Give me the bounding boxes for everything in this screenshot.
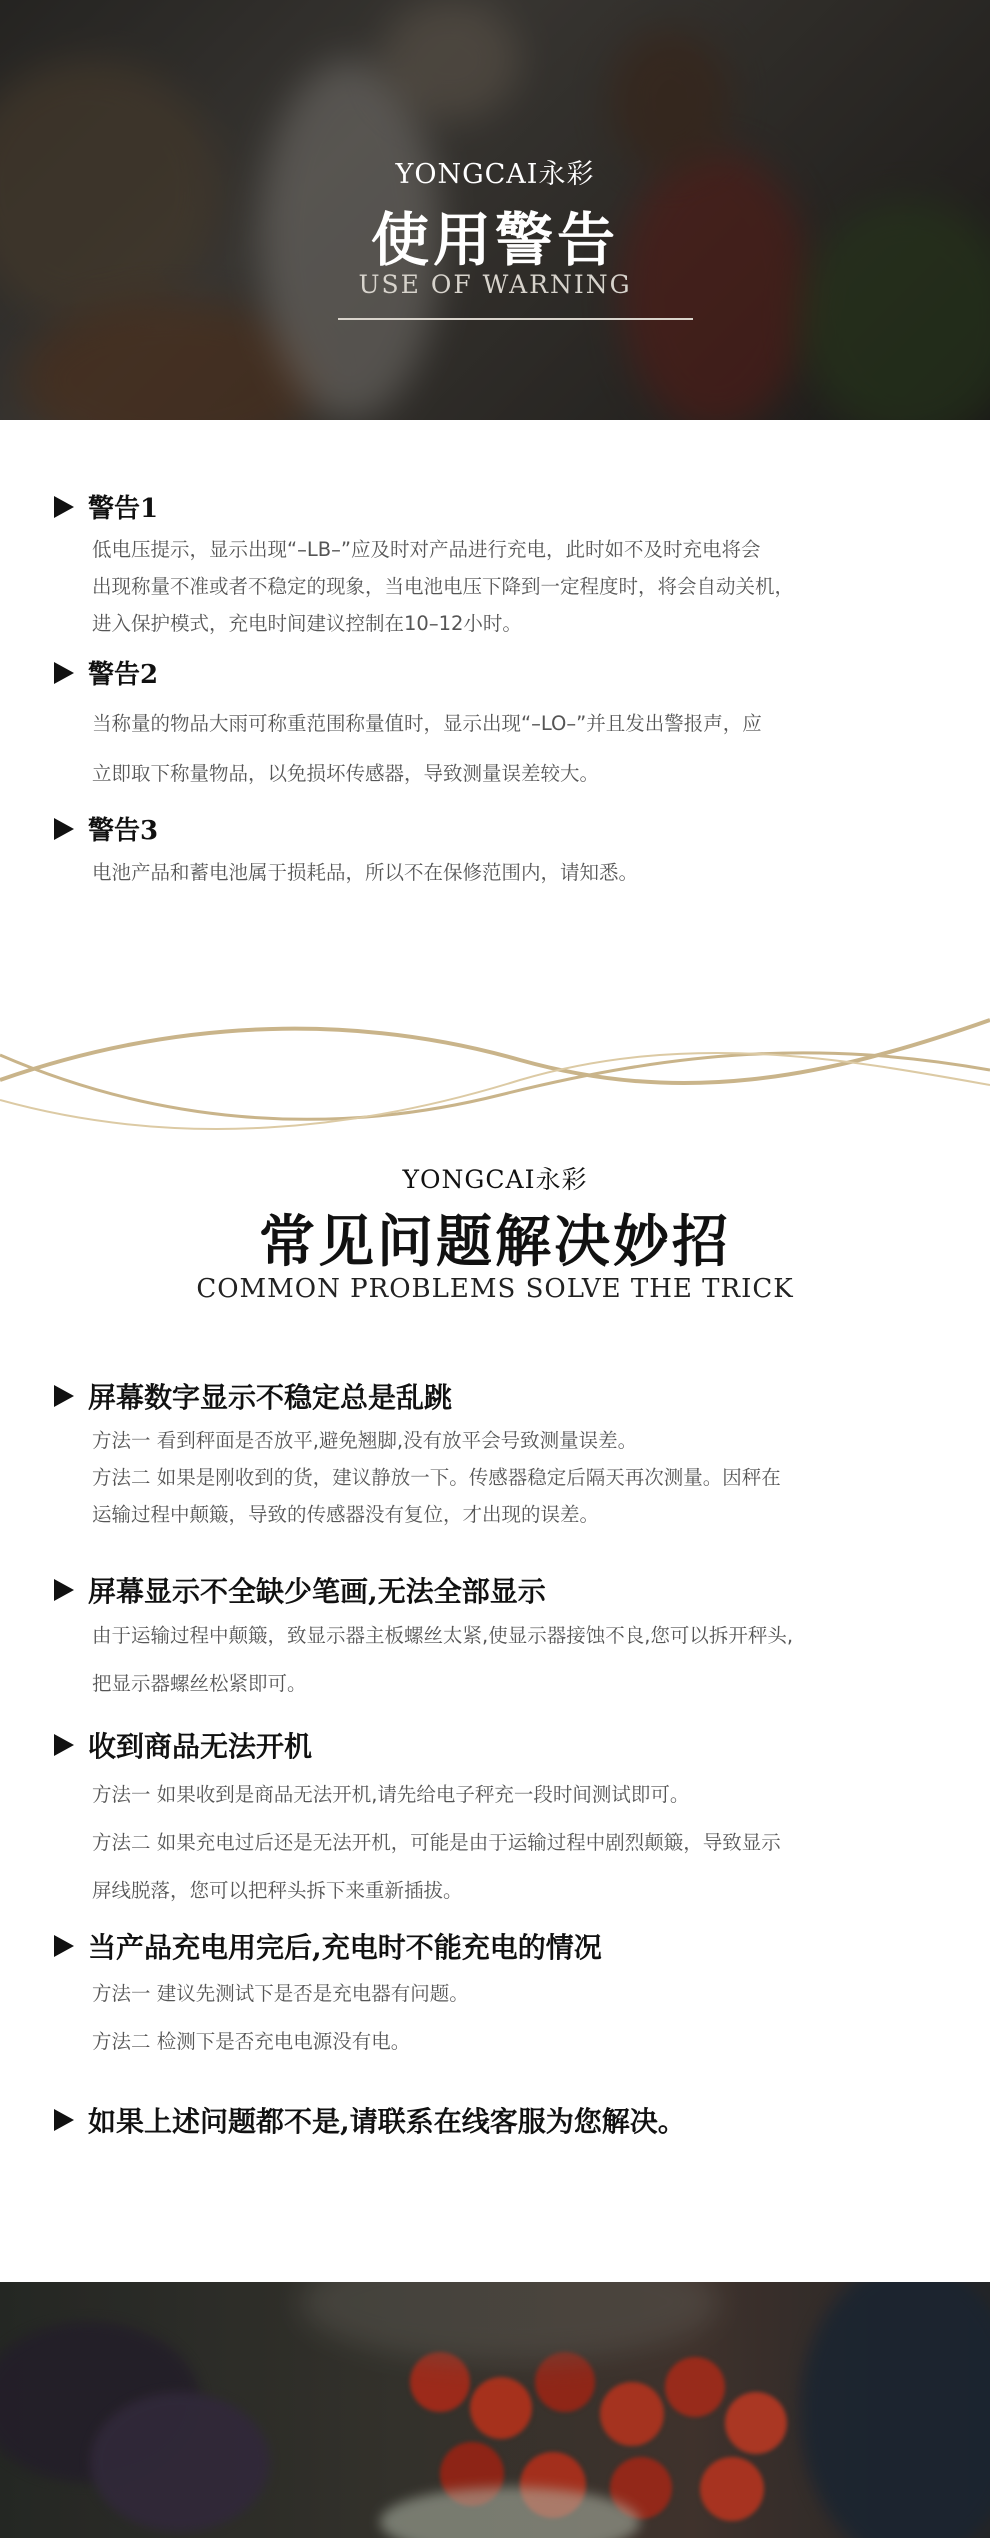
text-line: 立即取下称量物品，以免损坏传感器，导致测量误差较大。 [92, 762, 600, 785]
problem-5-heading [54, 2100, 686, 2140]
triangle-bullet-icon [54, 2109, 74, 2131]
warning-3-title: 警告3 [88, 816, 159, 846]
gold-wave-decoration [0, 1000, 990, 1160]
problems-subtitle: COMMON PROBLEMS SOLVE THE TRICK [196, 1274, 794, 1304]
problem-3-text [92, 1771, 962, 1915]
hero-divider [338, 318, 693, 320]
problem-1-title: 屏幕数字显示不稳定总是乱跳 [88, 1381, 453, 1414]
problems-brand: YONGCAI永彩 [402, 1165, 588, 1194]
hero-title: 使用警告 [370, 206, 619, 274]
problem-2-title: 屏幕显示不全缺少笔画,无法全部显示 [88, 1575, 546, 1608]
triangle-bullet-icon [54, 1385, 74, 1407]
problem-4-title: 当产品充电用完后,充电时不能充电的情况 [88, 1931, 602, 1964]
text-line: 出现称量不准或者不稳定的现象，当电池电压下降到一定程度时，将会自动关机， [92, 575, 795, 598]
triangle-bullet-icon [54, 496, 74, 518]
text-line: 进入保护模式，充电时间建议控制在10–12小时。 [92, 612, 522, 635]
triangle-bullet-icon [54, 1734, 74, 1756]
warning-2-title: 警告2 [88, 660, 159, 690]
problems-title: 常见问题解决妙招 [259, 1209, 731, 1275]
hero-banner [0, 0, 990, 420]
text-line: 方法二 检测下是否充电电源没有电。 [92, 2030, 411, 2053]
problem-4-heading [54, 1926, 602, 1966]
text-line: 方法二 如果充电过后还是无法开机，可能是由于运输过程中剧烈颠簸，导致显示 [92, 1831, 781, 1854]
text-line: 方法一 看到秤面是否放平,避免翘脚,没有放平会号致测量误差。 [92, 1429, 638, 1452]
problem-1-text [92, 1422, 962, 1533]
hero-subtitle: USE OF WARNING [358, 270, 632, 299]
text-line: 低电压提示，显示出现“–LB–”应及时对产品进行充电，此时如不及时充电将会 [92, 538, 761, 561]
text-line: 把显示器螺丝松紧即可。 [92, 1672, 307, 1695]
warning-1-heading [54, 488, 158, 525]
problem-2-heading [54, 1570, 546, 1610]
triangle-bullet-icon [54, 818, 74, 840]
warning-3-heading [54, 810, 158, 847]
triangle-bullet-icon [54, 1935, 74, 1957]
warning-2-text [92, 699, 942, 799]
text-line: 屏线脱落，您可以把秤头拆下来重新插拔。 [92, 1879, 463, 1902]
problem-3-heading [54, 1725, 312, 1765]
text-line: 方法一 如果收到是商品无法开机,请先给电子秤充一段时间测试即可。 [92, 1783, 690, 1806]
problem-2-text [92, 1612, 962, 1708]
problem-1-heading [54, 1376, 452, 1416]
warning-1-text [92, 531, 942, 642]
problem-5-title: 如果上述问题都不是,请联系在线客服为您解决。 [88, 2105, 686, 2138]
text-line: 当称量的物品大雨可称重范围称量值时，显示出现“–LO–”并且发出警报声，应 [92, 712, 762, 735]
triangle-bullet-icon [54, 1579, 74, 1601]
problem-3-title: 收到商品无法开机 [88, 1730, 313, 1763]
problem-4-text [92, 1970, 962, 2066]
text-line: 运输过程中颠簸，导致的传感器没有复位，才出现的误差。 [92, 1503, 600, 1526]
text-line: 由于运输过程中颠簸，致显示器主板螺丝太紧,使显示器接蚀不良,您可以拆开秤头, [92, 1624, 794, 1647]
warning-2-heading [54, 654, 158, 691]
text-line: 方法二 如果是刚收到的货，建议静放一下。传感器稳定后隔天再次测量。因秤在 [92, 1466, 781, 1489]
hero-brand: YONGCAI永彩 [395, 159, 595, 190]
text-line: 方法一 建议先测试下是否是充电器有问题。 [92, 1982, 469, 2005]
warning-1-title: 警告1 [88, 494, 159, 524]
text-line: 电池产品和蓄电池属于损耗品，所以不在保修范围内，请知悉。 [92, 861, 639, 884]
bottom-produce-photo [0, 2282, 990, 2538]
triangle-bullet-icon [54, 662, 74, 684]
warning-3-text [92, 854, 942, 891]
